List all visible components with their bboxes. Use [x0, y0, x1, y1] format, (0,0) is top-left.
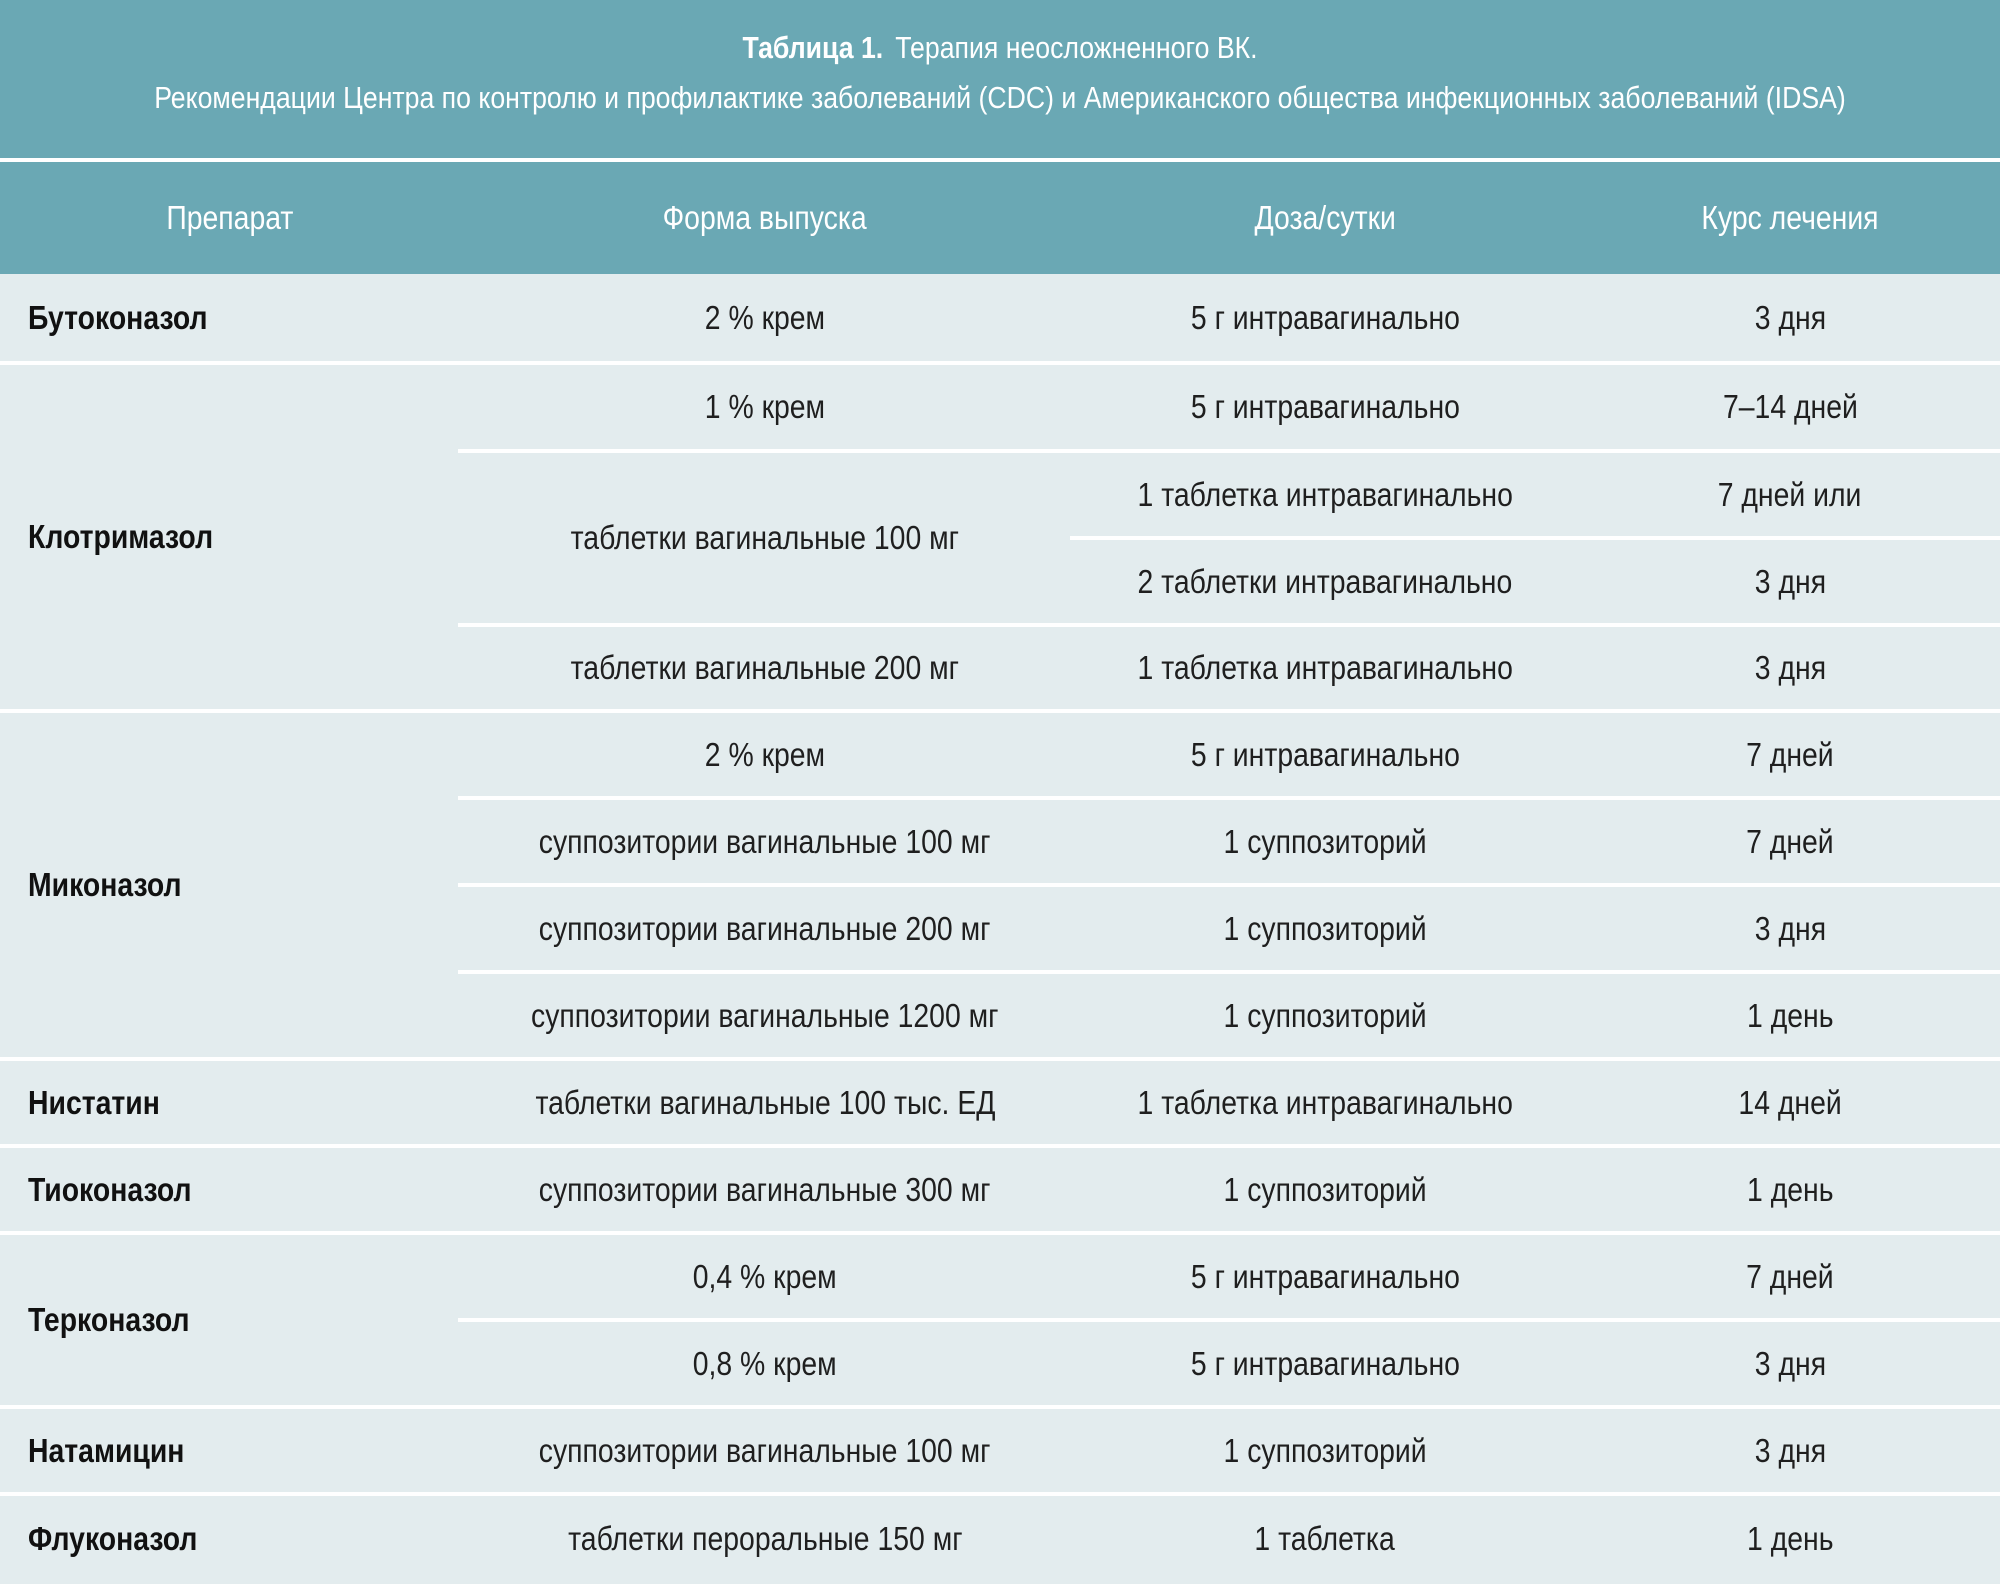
- course-cell: 7 дней: [1746, 1257, 1834, 1295]
- drug-cell: Тиоконазол: [28, 1170, 192, 1208]
- dose-cell: 1 суппозиторий: [1223, 996, 1427, 1034]
- dose-cell: 1 таблетка интравагинально: [1137, 649, 1513, 686]
- dose-cell: 1 суппозиторий: [1223, 822, 1427, 860]
- dose-cell: 1 суппозиторий: [1223, 909, 1427, 947]
- course-cell: 7 дней: [1746, 735, 1834, 773]
- table-header-row: [0, 162, 2000, 274]
- dose-cell: 1 суппозиторий: [1223, 1431, 1427, 1469]
- course-cell: 7 дней или: [1718, 475, 1862, 513]
- header-form: Форма выпуска: [662, 199, 868, 236]
- drug-cell: Клотримазол: [28, 518, 214, 555]
- course-cell: 3 дня: [1754, 649, 1826, 686]
- caption-title: Терапия неосложненного ВК.: [895, 30, 1258, 65]
- form-cell: 0,4 % крем: [693, 1257, 837, 1295]
- form-cell: суппозитории вагинальные 200 мг: [539, 909, 991, 947]
- form-cell: 1 % крем: [704, 388, 826, 425]
- dose-cell: 5 г интравагинально: [1190, 1257, 1460, 1295]
- form-cell: 2 % крем: [704, 735, 826, 773]
- caption-title-line: [140, 30, 1860, 66]
- caption-label: Таблица 1.: [742, 30, 884, 65]
- drug-cell: Натамицин: [28, 1431, 185, 1469]
- dose-cell: 1 таблетка интравагинально: [1137, 475, 1513, 513]
- course-cell: 14 дней: [1738, 1083, 1842, 1121]
- form-cell: таблетки пероральные 150 мг: [567, 1520, 963, 1557]
- dose-cell: 2 таблетки интравагинально: [1137, 562, 1513, 600]
- header-drug: Препарат: [166, 199, 294, 236]
- form-cell: 0,8 % крем: [693, 1344, 837, 1382]
- course-cell: 3 дня: [1754, 1344, 1826, 1382]
- form-cell: 2 % крем: [704, 298, 826, 336]
- course-cell: 3 дня: [1754, 1431, 1826, 1469]
- drug-cell: Флуконазол: [28, 1520, 198, 1557]
- caption-band: [0, 0, 2000, 158]
- form-cell: суппозитории вагинальные 100 мг: [539, 1431, 991, 1469]
- course-cell: 3 дня: [1754, 298, 1826, 336]
- course-cell: 1 день: [1746, 1520, 1834, 1557]
- header-dose: Доза/сутки: [1254, 199, 1396, 236]
- drug-cell: Нистатин: [28, 1083, 160, 1121]
- course-cell: 3 дня: [1754, 562, 1826, 600]
- course-cell: 7 дней: [1746, 822, 1834, 860]
- header-course: Курс лечения: [1701, 199, 1879, 236]
- dose-cell: 5 г интравагинально: [1190, 388, 1460, 425]
- form-cell: таблетки вагинальные 100 мг: [570, 519, 960, 556]
- form-cell: суппозитории вагинальные 300 мг: [539, 1170, 991, 1208]
- course-cell: 7–14 дней: [1722, 388, 1858, 425]
- dose-cell: 1 суппозиторий: [1223, 1170, 1427, 1208]
- form-cell: таблетки вагинальные 200 мг: [570, 649, 960, 686]
- form-cell: суппозитории вагинальные 100 мг: [539, 822, 991, 860]
- course-cell: 3 дня: [1754, 909, 1826, 947]
- drug-cell: Миконазол: [28, 866, 182, 903]
- form-cell: таблетки вагинальные 100 тыс. ЕД: [534, 1083, 996, 1121]
- course-cell: 1 день: [1746, 996, 1834, 1034]
- form-cell: суппозитории вагинальные 1200 мг: [531, 996, 999, 1034]
- drug-cell: Бутоконазол: [28, 298, 208, 336]
- dose-cell: 1 таблетка интравагинально: [1137, 1083, 1513, 1121]
- dose-cell: 5 г интравагинально: [1190, 1344, 1460, 1382]
- caption-subtitle: Рекомендации Центра по контролю и профилактике заболеваний (CDC) и Американского общества инфекционных заболеваний (IDSA): [154, 80, 1846, 115]
- course-cell: 1 день: [1746, 1170, 1834, 1208]
- dose-cell: 1 таблетка: [1254, 1520, 1396, 1557]
- dose-cell: 5 г интравагинально: [1190, 735, 1460, 773]
- dose-cell: 5 г интравагинально: [1190, 298, 1460, 336]
- drug-cell: Терконазол: [28, 1301, 190, 1338]
